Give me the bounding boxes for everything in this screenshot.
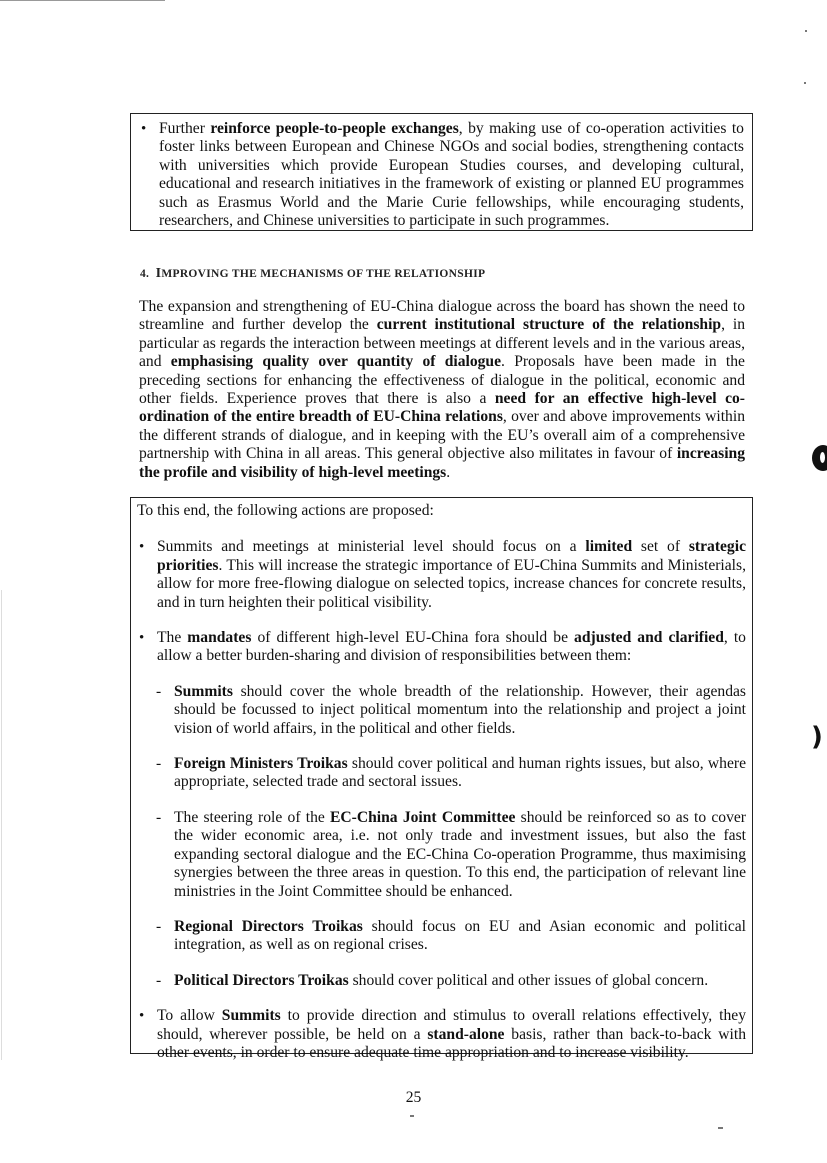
text-run: to provide direction and stimulus to overall relations effectively, they should, wherever possible, be held on a [157, 1007, 746, 1043]
text-run: The [157, 629, 188, 647]
text-run: should cover the whole breadth of the relationship. However, their agendas should be focussed to inject political momentum into the relationship and project a joint vision of world affairs, in the political and other fields. [174, 682, 746, 737]
scan-speck [804, 82, 806, 84]
bullet-mandates [137, 629, 746, 666]
margin-bracket-mark: ) [811, 722, 823, 752]
section-title: MPROVING THE MECHANISMS OF THE RELATIONSHIP [161, 268, 486, 280]
bold-phrase: limited [585, 538, 633, 556]
bold-phrase: Foreign Ministers Troikas [174, 755, 348, 773]
dash-regional-directors-troikas [137, 918, 746, 955]
text-run: basis, rather than back-to-back with other events, in order to ensure adequate time appropriation and to increase visibility. [157, 1025, 747, 1061]
dash-joint-committee [137, 809, 746, 901]
text-run: , to allow a better burden-sharing and division of responsibilities between them: [157, 629, 746, 665]
text-run: should cover political and other issues of global concern. [348, 971, 709, 989]
text-run: of different high-level EU-China fora should be [251, 629, 575, 647]
text-run: , over and above improvements within the different strands of dialogue, and in keeping with the EU’s overall aim of a comprehensive partnership with China in all areas. This general objective also militates in favour of [139, 408, 745, 463]
scan-edge-line [1, 590, 2, 1060]
actions-intro: To this end, the following actions are proposed: [137, 502, 434, 519]
people-exchange-bullet [139, 120, 744, 230]
dash-summits [137, 683, 746, 738]
text-run: To allow [157, 1007, 222, 1025]
section-title-initial: I [155, 266, 162, 281]
text-run: Summits and meetings at ministerial level should focus on a [157, 538, 586, 556]
text-run: . This will increase the strategic importance of EU-China Summits and Ministerials, allow for more free-flowing dialogue on selected topics, increase chances for concrete results, and in turn heighten their political visibility. [157, 556, 746, 611]
bold-phrase: emphasising quality over quantity of dialogue [170, 353, 502, 371]
bold-phrase: adjusted and clarified [574, 629, 724, 647]
text-run: . [446, 463, 451, 481]
bold-phrase: Political Directors Troikas [174, 971, 349, 989]
bold-phrase: stand-alone [427, 1025, 505, 1043]
bold-phrase: mandates [187, 629, 252, 647]
text-run: should focus on EU and Asian economic and political integration, as well as on regional crises. [174, 917, 746, 954]
bold-phrase: Regional Directors Troikas [174, 917, 363, 935]
bold-phrase: reinforce people-to-people exchanges [210, 120, 459, 137]
text-run: should be reinforced so as to cover the wider economic area, i.e. not only trade and investment issues, but also the fast expanding sectoral dialogue and the EC-China Co-operation Programme, thus maximising synergies between the three areas in question. To this end, the participation of relevant line ministries in the Joint Committee should be enhanced. [174, 808, 747, 900]
dash-foreign-ministers-troikas [137, 755, 746, 792]
bold-phrase: Summits [221, 1007, 281, 1025]
text-run: , in particular as regards the interaction between meetings at different levels and in the various areas, and [139, 316, 745, 371]
bold-phrase: EC-China Joint Committee [330, 808, 516, 826]
text-run: should cover political and human rights issues, but also, where appropriate, selected trade and sectoral issues. [174, 755, 746, 791]
scan-speck [410, 1115, 414, 1117]
text-run: Further [159, 120, 211, 137]
bold-phrase: strategic priorities [157, 538, 746, 574]
bold-phrase: increasing the profile and visibility of high-level meetings [139, 445, 745, 481]
text-run: The steering role of the [174, 808, 331, 826]
top-rule [0, 0, 165, 1]
page-number: 25 [405, 1089, 422, 1106]
bold-phrase: need for an effective high-level co-ordination of the entire breadth of EU-China relations [139, 390, 745, 426]
people-exchange-box [130, 113, 753, 231]
bullet-strategic-priorities [137, 538, 746, 612]
proposed-actions-box [130, 497, 753, 1061]
text-run: The expansion and strengthening of EU-China dialogue across the board has shown the need to streamline and further develop the [139, 298, 745, 334]
section-heading [140, 266, 485, 282]
text-run: set of [632, 538, 689, 556]
bold-phrase: current institutional structure of the relationship [376, 316, 722, 334]
text-run: , by making use of co-operation activities to foster links between European and Chinese NGOs and social bodies, strengthening contacts with universities which provide European Studies courses, and developing cultural, educational and research initiatives in the framework of existing or planned EU programmes such as Erasmus World and the Marie Curie fellowships, while encouraging students, researchers, and Chinese universities to participate in such programmes. [159, 120, 744, 230]
bold-phrase: Summits [174, 682, 233, 700]
scan-speck [718, 1127, 723, 1129]
binder-hole-mark [812, 445, 827, 471]
scan-speck [805, 30, 807, 32]
dash-political-directors-troikas [137, 972, 746, 990]
section-number: 4. [140, 268, 150, 280]
body-paragraph [139, 298, 745, 482]
bullet-stand-alone-summits [137, 1007, 746, 1062]
text-run: . Proposals have been made in the preceding sections for enhancing the effectiveness of dialogue in the political, economic and other fields. Experience proves that there is also a [139, 353, 745, 408]
